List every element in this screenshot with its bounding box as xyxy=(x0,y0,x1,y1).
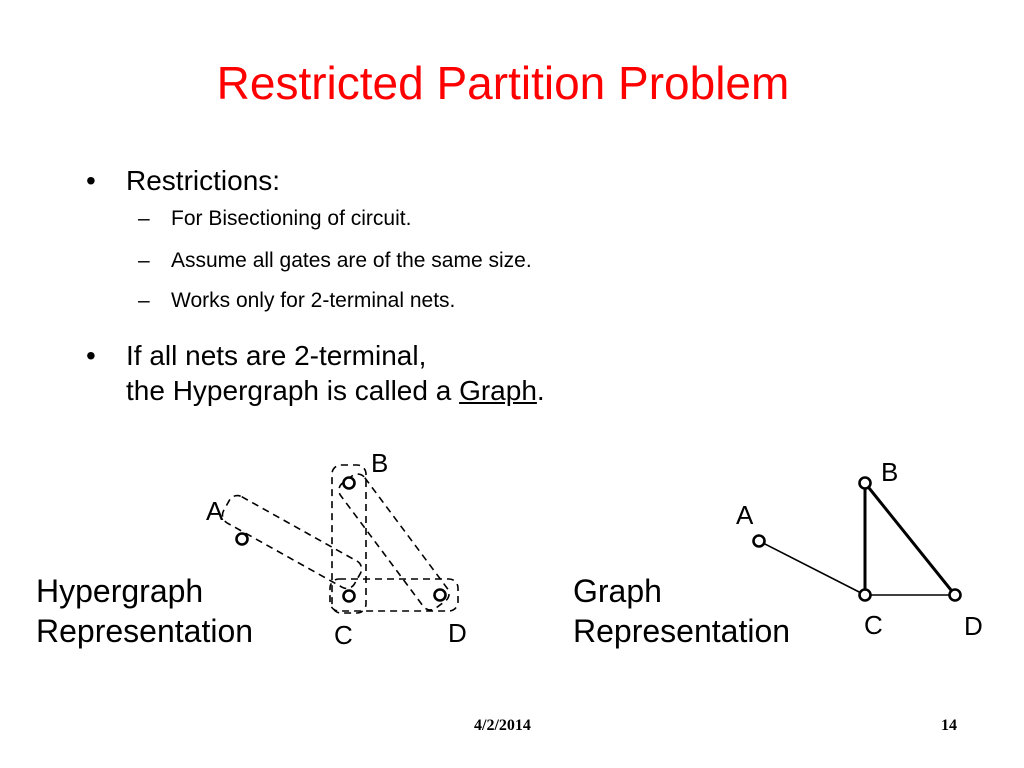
bullet-line-2-prefix: the Hypergraph is called a xyxy=(126,374,460,406)
graph-node-b xyxy=(860,478,871,489)
graph-caption-line-1: Graph xyxy=(573,573,662,609)
slide-title: Restricted Partition Problem xyxy=(216,57,790,109)
graph-edge-b-d xyxy=(865,483,955,595)
graph-caption-line-2: Representation xyxy=(573,613,791,649)
sub-bullet-text: For Bisectioning of circuit. xyxy=(171,207,412,230)
footer-page-number: 14 xyxy=(941,717,957,734)
hypergraph-caption-line-2: Representation xyxy=(36,613,254,649)
graph-node-c xyxy=(860,590,871,601)
bullet-text: Restrictions: xyxy=(126,165,281,196)
hypergraph-caption xyxy=(36,571,253,651)
graph-caption xyxy=(573,571,790,651)
dash-glyph: – xyxy=(138,207,150,230)
bullet-dot: • xyxy=(86,165,96,196)
hypergraph-label-d: D xyxy=(448,618,467,648)
graph-label-d: D xyxy=(964,611,983,641)
hypergraph-label-a: A xyxy=(206,496,224,526)
hypergraph-caption-line-1: Hypergraph xyxy=(36,573,204,609)
graph-node-a xyxy=(754,536,765,547)
graph-node-d xyxy=(950,590,961,601)
graph-label-c: C xyxy=(864,610,883,640)
graph-label-b: B xyxy=(881,457,899,487)
bullet-line-2-suffix: . xyxy=(536,374,545,406)
hypergraph-label-b: B xyxy=(371,448,389,478)
bullet-dot: • xyxy=(86,339,96,371)
dash-glyph: – xyxy=(138,249,150,273)
footer-date: 4/2/2014 xyxy=(474,717,531,734)
sub-bullet-text: Assume all gates are of the same size. xyxy=(171,249,532,273)
graph-label-a: A xyxy=(736,500,754,530)
hypergraph-label-c: C xyxy=(334,620,353,650)
bullet-line-1: If all nets are 2-terminal, xyxy=(126,339,427,371)
graph-term: Graph xyxy=(459,374,537,406)
sub-bullet-text: Works only for 2-terminal nets. xyxy=(171,289,456,313)
dash-glyph: – xyxy=(138,289,150,313)
